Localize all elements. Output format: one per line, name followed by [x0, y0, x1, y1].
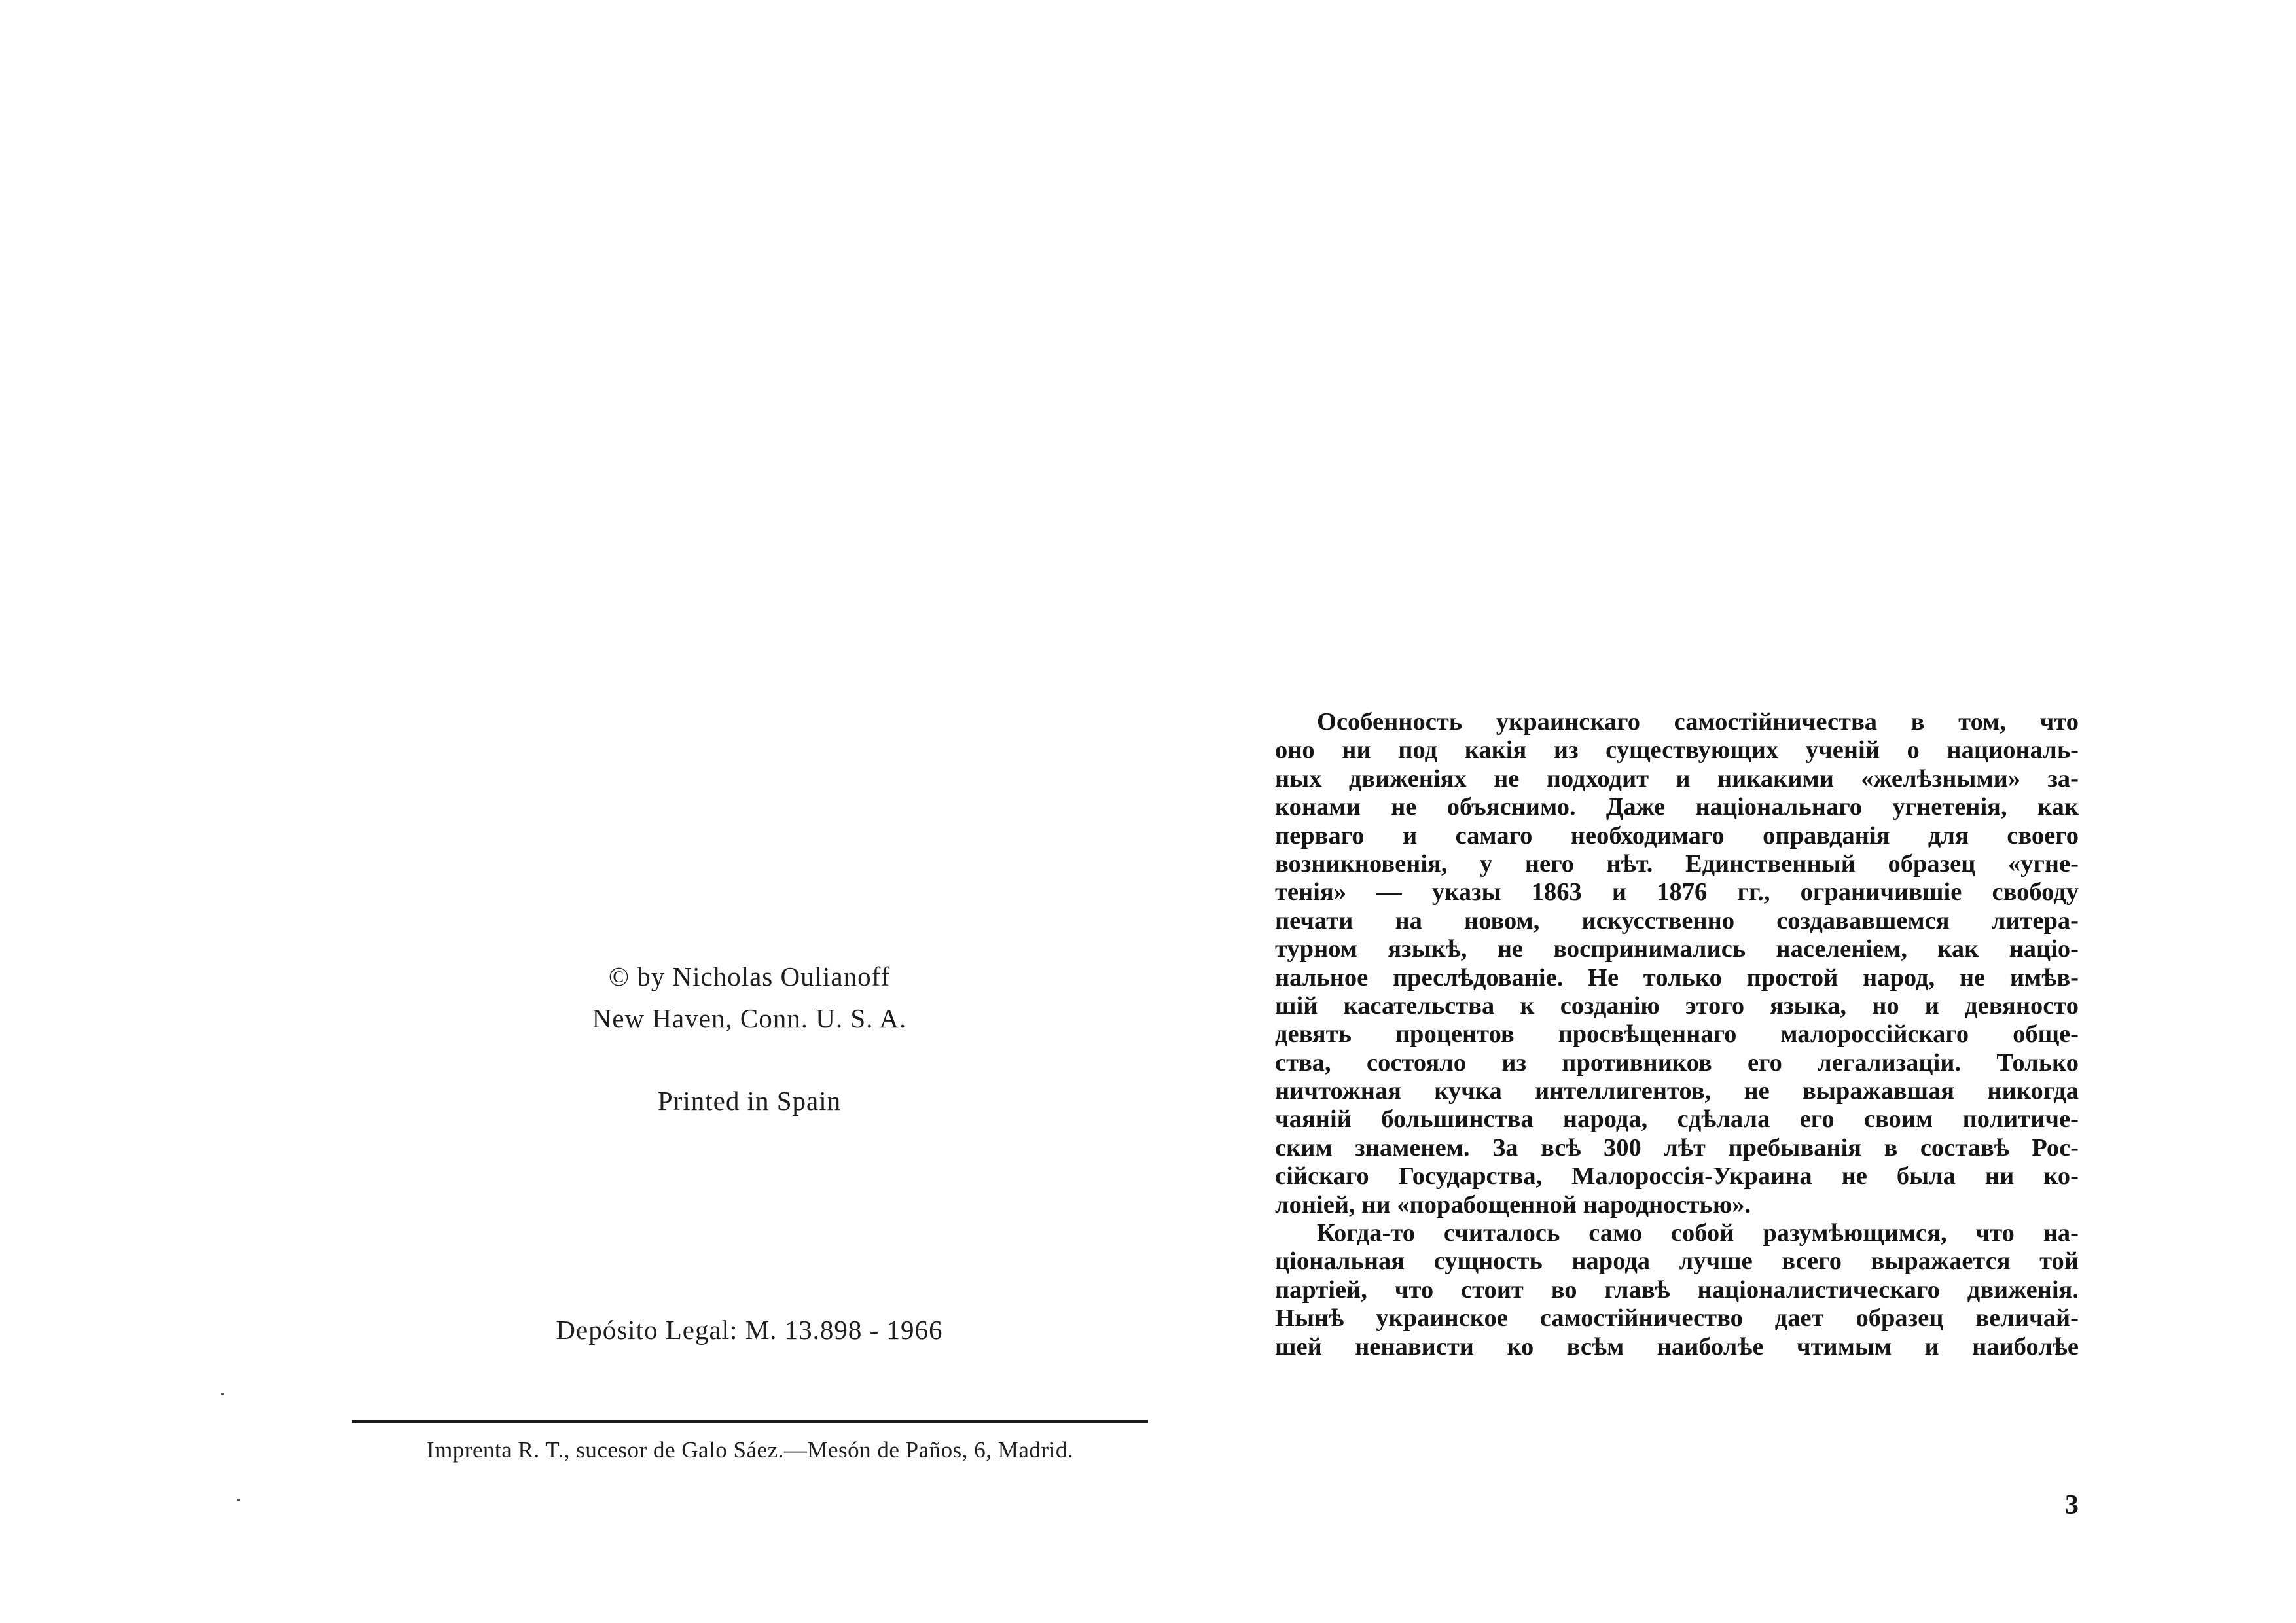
text-line: Особенность украинскаго самостійничества в том, что	[1317, 708, 2079, 736]
text-line: шей ненависти ко всѣм наиболѣе чтимым и наиболѣе	[1275, 1332, 2079, 1361]
body-text	[1275, 708, 2079, 1361]
text-line: Когда-то считалось само собой разумѣющимся, что на-	[1317, 1219, 2079, 1247]
text-line: партіей, что стоит во главѣ націоналистическаго движенія.	[1275, 1275, 2079, 1304]
text-line: чаяній большинства народа, сдѣлала его своим политиче-	[1275, 1105, 2079, 1133]
copyright-notice: © by Nicholas Oulianoff	[608, 961, 891, 991]
text-line: ским знаменем. За всѣ 300 лѣт пребыванія в составѣ Рос-	[1275, 1133, 2079, 1162]
printed-in-notice: Printed in Spain	[657, 1086, 842, 1116]
text-line: перваго и самаго необходимаго оправданія для своего	[1275, 821, 2079, 849]
publication-place: New Haven, Conn. U. S. A.	[592, 1003, 907, 1033]
text-line: нальное преслѣдованіе. Не только простой народ, не имѣв-	[1275, 963, 2079, 991]
imprint-divider	[352, 1420, 1148, 1423]
text-line: ничтожная кучка интеллигентов, не выражавшая никогда	[1275, 1077, 2079, 1105]
text-line: шій касательства к созданію этого языка, но и девяносто	[1275, 991, 2079, 1020]
printer-imprint: Imprenta R. T., sucesor de Galo Sáez.—Mesón de Paños, 6, Madrid.	[426, 1437, 1074, 1463]
text-line: лоніей, ни «порабощенной народностью».	[1275, 1190, 1751, 1219]
text-line: турном языкѣ, не воспринимались населеніем, как націо-	[1275, 935, 2079, 963]
text-line: конами не объяснимо. Даже національнаго угнетенія, как	[1275, 793, 2079, 821]
text-line: ства, состояло из противников его легализаціи. Только	[1275, 1048, 2079, 1077]
text-line: печати на новом, искусственно создававшемся литера-	[1275, 906, 2079, 935]
page-number: 3	[2065, 1490, 2079, 1520]
text-line: сійскаго Государства, Малороссія-Украина не была ни ко-	[1275, 1162, 2079, 1190]
text-line: Нынѣ украинское самостійничество дает образец величай-	[1275, 1304, 2079, 1332]
print-speck	[237, 1499, 240, 1501]
text-line: девять процентов просвѣщеннаго малороссійскаго обще-	[1275, 1020, 2079, 1048]
text-line: ціональная сущность народа лучше всего выражается той	[1275, 1247, 2079, 1275]
text-line: ных движеніях не подходит и никакими «желѣзными» за-	[1275, 764, 2079, 793]
legal-deposit: Depósito Legal: M. 13.898 - 1966	[556, 1315, 943, 1345]
print-speck	[221, 1393, 224, 1395]
text-line: возникновенія, у него нѣт. Единственный образец «угне-	[1275, 849, 2079, 878]
text-line: тенія» — указы 1863 и 1876 гг., ограничившіе свободу	[1275, 878, 2079, 906]
text-line: оно ни под какія из существующих ученій о националь-	[1275, 736, 2079, 764]
